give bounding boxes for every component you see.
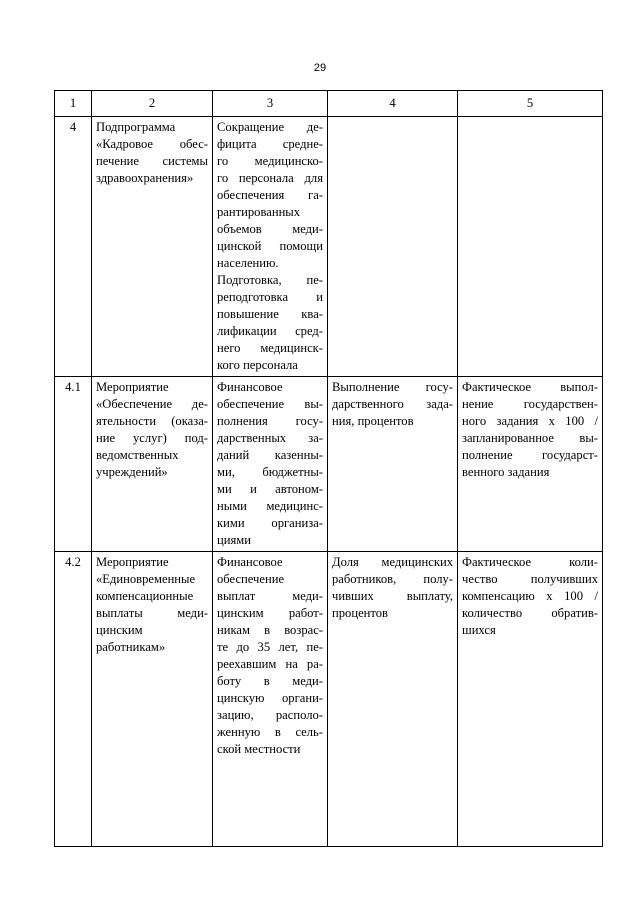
cell-line: ведомственных [96, 448, 179, 462]
row-formula [458, 117, 603, 377]
row-description [213, 552, 328, 847]
cell-line: фицита средне- [217, 137, 323, 151]
row-number: 4 [55, 117, 92, 377]
cell-line: Выполнение госу- [332, 380, 453, 394]
row-description [213, 377, 328, 552]
table-row [55, 377, 603, 552]
cell-line: полнение государст- [462, 448, 598, 462]
cell-line: кими организа- [217, 516, 323, 530]
cell-line: обеспечения га- [217, 188, 323, 202]
cell-line: «Обеспечение де- [96, 397, 208, 411]
row-indicator [328, 552, 458, 847]
cell-line: ми и автоном- [217, 482, 323, 496]
cell-line: компенсацию х 100 / [462, 589, 598, 603]
row-description [213, 117, 328, 377]
row-name [92, 377, 213, 552]
row-formula [458, 377, 603, 552]
cell-line: объемов меди- [217, 222, 323, 236]
cell-line: компенсационные [96, 589, 194, 603]
cell-line: обеспечение вы- [217, 397, 323, 411]
cell-line: реехавшим на ра- [217, 657, 323, 671]
cell-line: здравоохранения» [96, 171, 194, 185]
row-number: 4.1 [55, 377, 92, 552]
cell-line: рантированных [217, 205, 301, 219]
cell-line: количество обратив- [462, 606, 598, 620]
row-formula [458, 552, 603, 847]
cell-line: го персонала для [217, 171, 323, 185]
cell-line: никам в возрас- [217, 623, 323, 637]
cell-line: цинским [96, 623, 143, 637]
cell-line: ской местности [217, 742, 301, 756]
cell-line: чество получивших [462, 572, 598, 586]
cell-line: ятельности (оказа- [96, 414, 208, 428]
cell-line: ния, процентов [332, 414, 414, 428]
cell-line: учреждений» [96, 465, 168, 479]
cell-line: него медицинск- [217, 341, 323, 355]
cell-line: боту в меди- [217, 674, 323, 688]
cell-line: Подготовка, пе- [217, 273, 323, 287]
cell-line: Фактическое выпол- [462, 380, 598, 394]
cell-line: работникам» [96, 640, 166, 654]
cell-line: лификации сред- [217, 324, 323, 338]
cell-line: Подпрограмма [96, 120, 176, 134]
cell-line: те до 35 лет, пе- [217, 640, 323, 654]
cell-line: Финансовое [217, 555, 283, 569]
cell-line: выплаты меди- [96, 606, 208, 620]
row-name [92, 117, 213, 377]
cell-line: обеспечение [217, 572, 285, 586]
cell-line: печение системы [96, 154, 208, 168]
row-name [92, 552, 213, 847]
cell-line: цинскую органи- [217, 691, 323, 705]
cell-line: работников, полу- [332, 572, 453, 586]
table-header-row [55, 91, 603, 117]
cell-line: «Единовременные [96, 572, 196, 586]
cell-line: ными медицинс- [217, 499, 323, 513]
cell-line: женную в сель- [217, 725, 323, 739]
cell-line: Мероприятие [96, 555, 169, 569]
cell-line: Сокращение де- [217, 120, 323, 134]
row-indicator [328, 117, 458, 377]
cell-line: запланированное вы- [462, 431, 598, 445]
cell-line: шихся [462, 623, 496, 637]
cell-line: кого персонала [217, 358, 298, 372]
cell-line: цинской помощи [217, 239, 323, 253]
cell-line: «Кадровое обес- [96, 137, 208, 151]
table-row [55, 552, 603, 847]
cell-line: даний казенны- [217, 448, 323, 462]
table-row [55, 117, 603, 377]
cell-line: зацию, располо- [217, 708, 323, 722]
cell-line: венного задания [462, 465, 550, 479]
cell-line: полнения госу- [217, 414, 323, 428]
row-indicator [328, 377, 458, 552]
program-table [54, 90, 603, 847]
cell-line: Фактическое коли- [462, 555, 598, 569]
cell-line: Финансовое [217, 380, 283, 394]
cell-line: го медицинско- [217, 154, 323, 168]
header-col-5: 5 [458, 91, 603, 117]
cell-line: нение государствен- [462, 397, 598, 411]
cell-line: циями [217, 533, 251, 547]
cell-line: Мероприятие [96, 380, 169, 394]
header-col-4: 4 [328, 91, 458, 117]
header-col-2: 2 [92, 91, 213, 117]
cell-line: реподготовка и [217, 290, 323, 304]
cell-line: чивших выплату, [332, 589, 453, 603]
page-number: 29 [313, 62, 327, 74]
cell-line: ние услуг) под- [96, 431, 208, 445]
cell-line: ного задания х 100 / [462, 414, 598, 428]
cell-line: повышение ква- [217, 307, 323, 321]
cell-line: дарственного зада- [332, 397, 453, 411]
cell-line: цинским работ- [217, 606, 323, 620]
cell-line: населению. [217, 256, 279, 270]
cell-line: процентов [332, 606, 388, 620]
cell-line: ми, бюджетны- [217, 465, 323, 479]
header-col-1: 1 [55, 91, 92, 117]
header-col-3: 3 [213, 91, 328, 117]
row-number: 4.2 [55, 552, 92, 847]
cell-line: дарственных за- [217, 431, 323, 445]
cell-line: Доля медицинских [332, 555, 453, 569]
cell-line: выплат меди- [217, 589, 323, 603]
